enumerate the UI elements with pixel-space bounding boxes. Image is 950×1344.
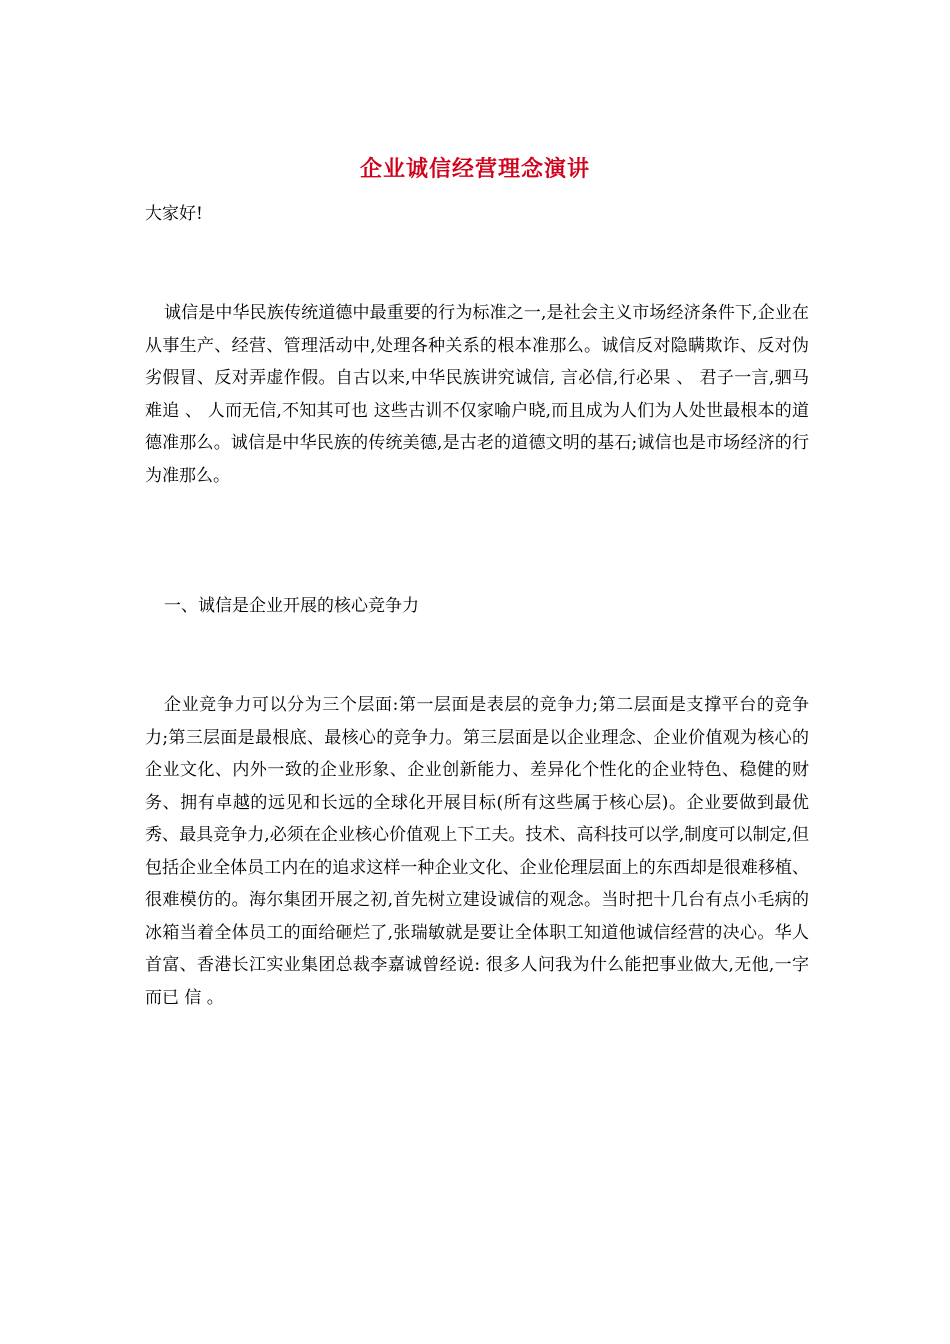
- paragraph-competitiveness: 企业竞争力可以分为三个层面:第一层面是表层的竞争力;第二层面是支撑平台的竞争力;第三层面是最根底、最核心的竞争力。第三层面是以企业理念、企业价值观为核心的企业文化、内外一致的企业形象、企业创新能力、差异化个性化的企业特色、稳健的财务、拥有卓越的远见和长远的全球化开展目标(所有这些属于核心层)。企业要做到最优秀、最具竞争力,必须在企业核心价值观上下工夫。技术、高科技可以学,制度可以制定,但包括企业全体员工内在的追求这样一种企业文化、企业伦理层面上的东西却是很难移植、很难模仿的。海尔集团开展之初,首先树立建设诚信的观念。当时把十几台有点小毛病的冰箱当着全体员工的面给砸烂了,张瑞敏就是要让全体职工知道他诚信经营的决心。华人首富、香港长江实业集团总裁李嘉诚曾经说: 很多人问我为什么能把事业做大,无他,一字而已 信 。: [145, 695, 809, 1008]
- greeting: 大家好!: [145, 204, 203, 224]
- section-heading: 一、诚信是企业开展的核心竞争力: [164, 596, 419, 616]
- paragraph-intro: 诚信是中华民族传统道德中最重要的行为标准之一,是社会主义市场经济条件下,企业在从事生产、经营、管理活动中,处理各种关系的根本准那么。诚信反对隐瞒欺诈、反对伪劣假冒、反对弄虚作假。自古以来,中华民族讲究诚信, 言必信,行必果 、 君子一言,驷马难追 、 人而无信,不知其可也 这些古训不仅家喻户晓,而且成为人们为人处世最根本的道德准那么。诚信是中华民族的传统美德,是古老的道德文明的基石;诚信也是市场经济的行为准那么。: [145, 303, 809, 486]
- document-title: 企业诚信经营理念演讲: [359, 156, 590, 182]
